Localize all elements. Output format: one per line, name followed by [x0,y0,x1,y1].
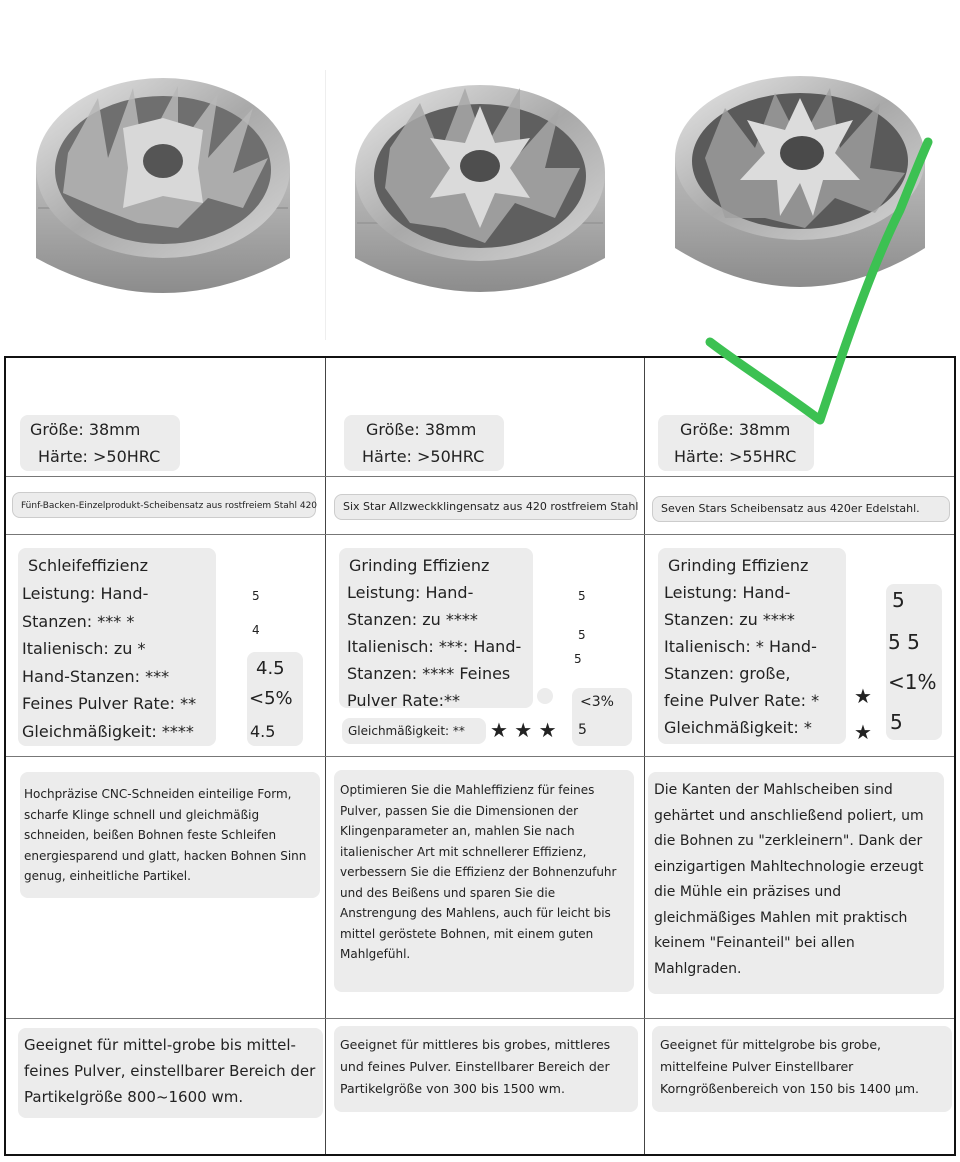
efficiency-line: Feines Pulver Rate: ** [22,694,197,713]
rating-value: 5 [578,589,586,603]
seven-stars-burr-image [665,58,935,328]
spec-panel [20,415,180,471]
efficiency-panel [658,548,846,744]
hardness-label: Härte: >50HRC [38,447,161,466]
spec-panel [658,415,814,471]
efficiency-line: Gleichmäßigkeit: ** [348,724,465,738]
suitability-panel [18,1028,323,1118]
star-icon: ★ [854,720,872,744]
efficiency-panel [339,548,533,708]
efficiency-line: Hand-Stanzen: *** [22,667,170,686]
hardness-label: Härte: >50HRC [362,447,485,466]
six-star-burr-image [345,58,615,328]
badge-icon [537,688,553,704]
star-icon: ★ ★ ★ [490,718,557,742]
suitability-panel [334,1026,638,1112]
rating-value: 4.5 [256,658,285,679]
suitability-text: Geeignet für mittleres bis grobes, mittleres und feines Pulver. Einstellbarer Bereich der Partikelgröße von 300 bis 1500 wm. [340,1037,611,1096]
title-panel [12,492,316,518]
comparison-table [4,356,956,1156]
description-text: Optimieren Sie die Mahleffizienz für feines Pulver, passen Sie die Dimensionen der Klingenparameter an, mahlen Sie nach italienischer Art mit schnellerer Effizienz, verbessern Sie die Effizienz der Bohnenzufuhr und des Beißens und sparen Sie die Anstrengung des Mahlens, auch für leicht bis mittel geröstete Bohnen, mit einem guten Mahlgefühl. [340,783,617,961]
efficiency-line: Leistung: Hand- [347,583,474,602]
description-text: Die Kanten der Mahlscheiben sind gehärtet und anschließend poliert, um die Bohnen zu "zerkleinern". Dank der einzigartigen Mahltechnologie erzeugt die Mühle ein präzises und gleichmäßiges Mahlen mit praktisch keinem "Feinanteil" bei allen Mahlgraden. [654,782,924,977]
product-title: Seven Stars Scheibensatz aus 420er Edelstahl. [661,502,920,515]
rating-value: 5 [578,628,586,642]
suitability-text: Geeignet für mittelgrobe bis grobe, mittelfeine Pulver Einstellbarer Korngrößenbereich von 150 bis 1400 µm. [660,1037,919,1096]
efficiency-line: Stanzen: **** Feines [347,664,511,683]
rating-value: 5 [574,652,582,666]
efficiency-line: Leistung: Hand- [22,584,149,603]
size-label: Größe: 38mm [366,420,477,439]
rating-value: 4 [252,623,260,637]
spec-panel [344,415,504,471]
fines-rate-value: <3% [580,694,614,710]
rating-value: 5 [252,589,260,603]
efficiency-line: Italienisch: * Hand- [664,637,817,656]
suitability-panel [652,1026,952,1112]
efficiency-line: Gleichmäßigkeit: * [664,718,812,737]
efficiency-line: Stanzen: zu **** [347,610,478,629]
efficiency-line: Gleichmäßigkeit: **** [22,722,194,741]
rating-value: 5 [892,588,905,612]
suitability-text: Geeignet für mittel-grobe bis mittel-feines Pulver, einstellbarer Bereich der Partikelgröße 800~1600 wm. [24,1036,316,1106]
hardness-label: Härte: >55HRC [674,447,797,466]
description-panel [648,772,944,994]
efficiency-line: Stanzen: große, [664,664,791,683]
product-image-band [0,0,960,350]
title-panel [334,494,637,520]
rating-values-panel [572,688,632,746]
description-text: Hochpräzise CNC-Schneiden einteilige Form, scharfe Klinge schnell und gleichmäßig schneiden, beißen Bohnen feste Schleifen energiesparend und glatt, hacken Bohnen Sinn genug, einheitliche Partikel. [24,787,307,883]
description-panel [20,772,320,898]
efficiency-line: Pulver Rate:** [347,691,461,710]
title-panel [652,496,950,522]
efficiency-line: Grinding Effizienz [668,556,809,575]
efficiency-line: Leistung: Hand- [664,583,791,602]
size-label: Größe: 38mm [30,420,141,439]
fines-rate-value: <1% [888,670,937,694]
efficiency-line: Stanzen: *** * [22,612,135,631]
efficiency-line: Italienisch: zu * [22,639,146,658]
rating-value: 4.5 [250,722,276,741]
five-jaw-burr-image [28,58,298,328]
rating-value: 5 [578,722,587,738]
description-panel [334,770,634,992]
efficiency-line: feine Pulver Rate: * [664,691,820,710]
rating-value: 5 [890,710,903,734]
star-icon: ★ [854,684,872,708]
efficiency-line: Grinding Effizienz [349,556,490,575]
efficiency-line: Stanzen: zu **** [664,610,795,629]
size-label: Größe: 38mm [680,420,791,439]
uniformity-panel [342,718,486,744]
product-title: Fünf-Backen-Einzelprodukt-Scheibensatz aus rostfreiem Stahl 420 [21,501,318,511]
fines-rate-value: <5% [249,688,293,709]
rating-value: 5 5 [888,630,920,654]
product-title: Six Star Allzweckklingensatz aus 420 rostfreiem Stahl [343,500,639,513]
efficiency-line: Schleifeffizienz [28,556,148,575]
rating-values-panel [886,584,942,740]
efficiency-line: Italienisch: ***: Hand- [347,637,522,656]
